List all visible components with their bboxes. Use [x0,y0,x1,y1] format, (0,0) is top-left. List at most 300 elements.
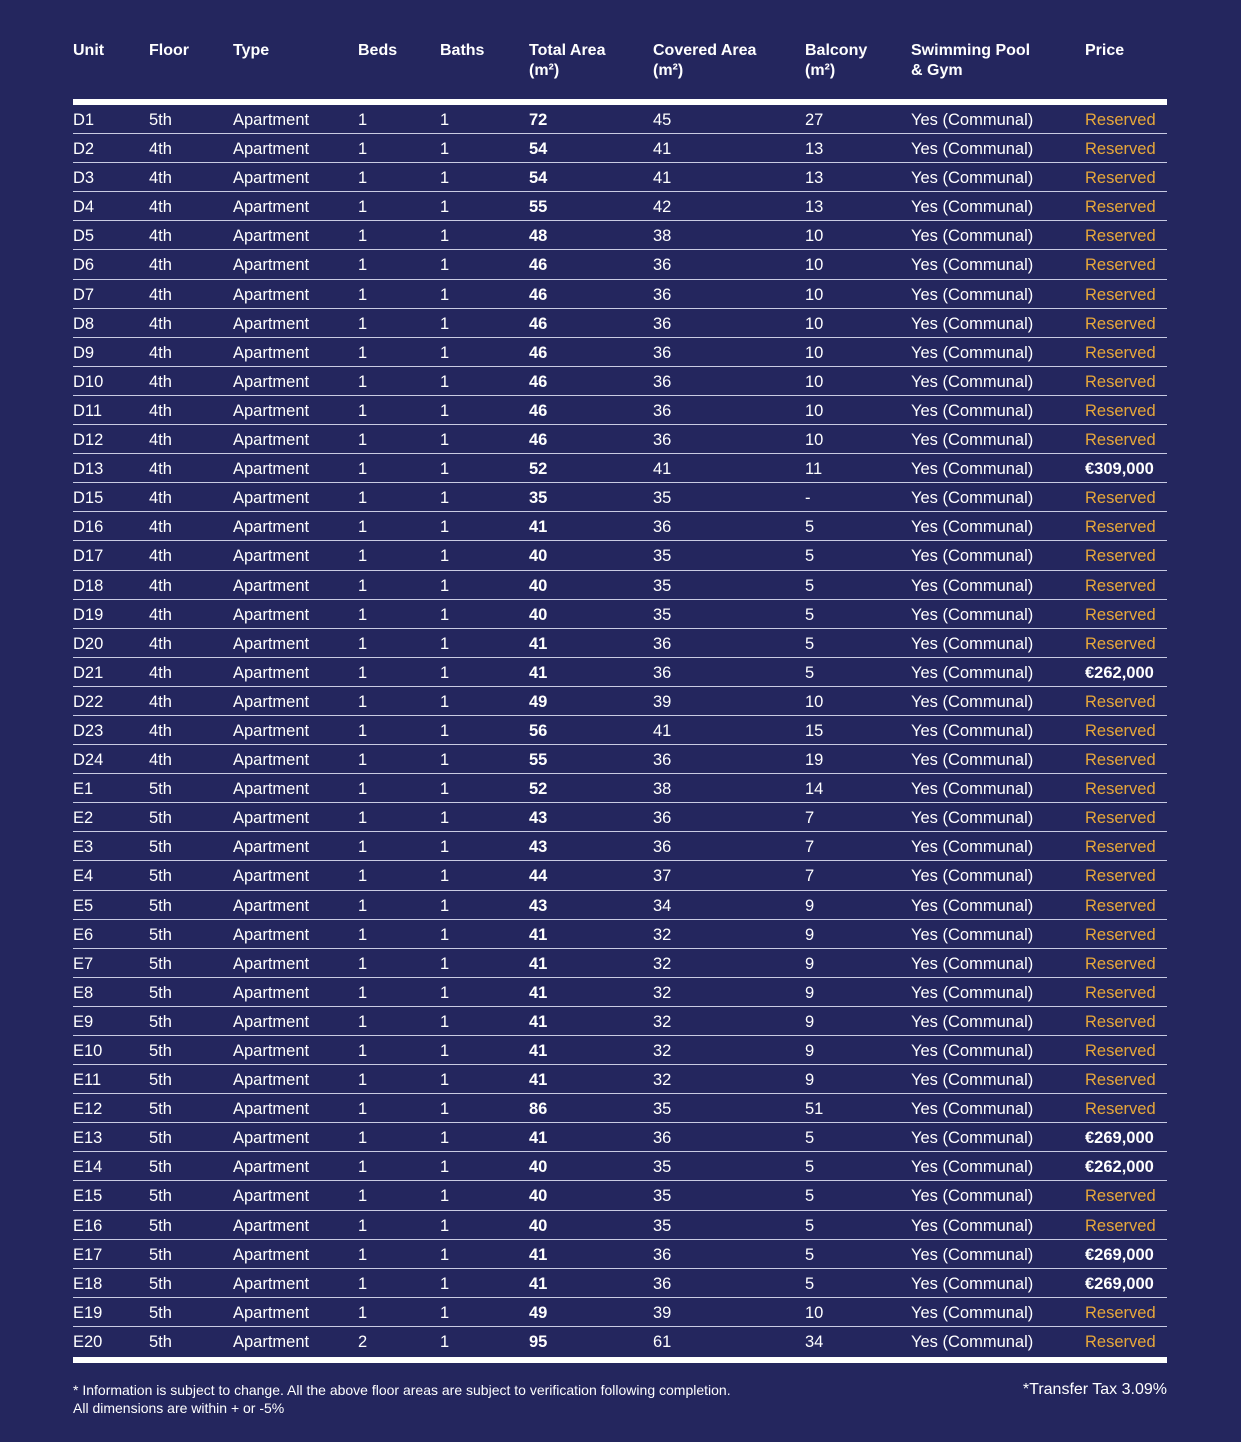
cell-baths: 1 [440,838,450,857]
column-header-floor: Floor [149,42,189,59]
cell-beds: 1 [358,198,368,217]
cell-covered-area: 41 [653,460,672,479]
cell-total-area: 41 [529,1245,548,1264]
cell-unit: D18 [73,576,104,595]
cell-pool-gym: Yes (Communal) [911,285,1034,304]
cell-floor: 4th [149,343,172,362]
table-row [73,338,1167,367]
cell-unit: E12 [73,1100,103,1119]
disclaimer-line-2: All dimensions are within + or -5% [73,1400,285,1416]
cell-balcony: 9 [805,983,815,1002]
cell-type: Apartment [233,954,310,973]
cell-pool-gym: Yes (Communal) [911,198,1034,217]
table-row [73,1298,1167,1327]
cell-floor: 5th [149,954,172,973]
cell-type: Apartment [233,1100,310,1119]
column-header-covered-area: Covered Area (m²) [653,42,757,79]
cell-floor: 4th [149,751,172,770]
cell-floor: 4th [149,256,172,275]
cell-price: Reserved [1085,1332,1156,1351]
cell-balcony: 10 [805,227,824,246]
cell-balcony: 10 [805,314,824,333]
table-row [73,629,1167,658]
cell-covered-area: 39 [653,692,672,711]
cell-pool-gym: Yes (Communal) [911,1274,1034,1293]
cell-total-area: 55 [529,751,548,770]
cell-covered-area: 45 [653,111,672,129]
cell-price: Reserved [1085,1187,1156,1206]
cell-price: Reserved [1085,227,1156,246]
cell-total-area: 44 [529,867,548,886]
table-row [73,920,1167,949]
cell-floor: 4th [149,431,172,450]
cell-total-area: 46 [529,401,548,420]
cell-baths: 1 [440,285,450,304]
cell-type: Apartment [233,1274,310,1293]
cell-unit: D3 [73,169,95,188]
cell-covered-area: 32 [653,1071,672,1090]
cell-type: Apartment [233,1158,310,1177]
cell-beds: 1 [358,285,368,304]
cell-type: Apartment [233,1332,310,1351]
cell-beds: 1 [358,780,368,799]
cell-total-area: 41 [529,983,548,1002]
table-row [73,687,1167,716]
cell-unit: E17 [73,1245,103,1264]
cell-baths: 1 [440,314,450,333]
cell-covered-area: 32 [653,1012,672,1031]
cell-pool-gym: Yes (Communal) [911,751,1034,770]
cell-baths: 1 [440,896,450,915]
cell-type: Apartment [233,256,310,275]
cell-beds: 1 [358,140,368,159]
cell-balcony: 9 [805,925,815,944]
table-row [73,454,1167,483]
table-row [73,861,1167,890]
table-row [73,280,1167,309]
cell-balcony: 19 [805,751,824,770]
cell-total-area: 43 [529,809,548,828]
cell-beds: 1 [358,576,368,595]
cell-unit: D11 [73,401,103,420]
cell-price: Reserved [1085,169,1156,188]
cell-baths: 1 [440,867,450,886]
cell-floor: 5th [149,1216,172,1235]
cell-pool-gym: Yes (Communal) [911,1245,1034,1264]
table-row [73,105,1167,134]
cell-pool-gym: Yes (Communal) [911,925,1034,944]
cell-floor: 5th [149,925,172,944]
cell-total-area: 41 [529,1012,548,1031]
cell-type: Apartment [233,198,310,217]
table-body [73,105,1167,1355]
cell-floor: 4th [149,547,172,566]
cell-baths: 1 [440,780,450,799]
cell-pool-gym: Yes (Communal) [911,838,1034,857]
cell-type: Apartment [233,867,310,886]
table-row [73,803,1167,832]
cell-floor: 5th [149,867,172,886]
units-table [73,41,1167,1363]
cell-type: Apartment [233,372,310,391]
cell-type: Apartment [233,343,310,362]
transfer-tax-note: *Transfer Tax 3.09% [1022,1381,1167,1398]
cell-baths: 1 [440,460,450,479]
cell-price: Reserved [1085,1303,1156,1322]
cell-unit: D4 [73,198,95,217]
cell-unit: D20 [73,634,104,653]
cell-balcony: 9 [805,954,815,973]
cell-price: Reserved [1085,1216,1156,1235]
table-row [73,600,1167,629]
cell-unit: D5 [73,227,95,246]
cell-baths: 1 [440,721,450,740]
cell-pool-gym: Yes (Communal) [911,721,1034,740]
cell-unit: D1 [73,111,95,129]
cell-floor: 5th [149,1042,172,1060]
table-row [73,541,1167,570]
cell-pool-gym: Yes (Communal) [911,518,1034,537]
cell-baths: 1 [440,489,450,508]
cell-baths: 1 [440,1158,450,1177]
cell-beds: 1 [358,809,368,828]
cell-type: Apartment [233,1129,310,1148]
cell-beds: 1 [358,547,368,566]
cell-baths: 1 [440,198,450,217]
cell-covered-area: 41 [653,721,672,740]
cell-pool-gym: Yes (Communal) [911,1158,1034,1177]
cell-floor: 5th [149,838,172,857]
cell-type: Apartment [233,576,310,595]
cell-floor: 5th [149,1274,172,1293]
cell-floor: 4th [149,460,172,479]
cell-unit: E7 [73,954,94,973]
table-row [73,891,1167,920]
cell-price: Reserved [1085,314,1156,333]
cell-total-area: 41 [529,1042,548,1060]
cell-total-area: 41 [529,1129,548,1148]
cell-unit: D23 [73,721,104,740]
cell-covered-area: 38 [653,780,672,799]
cell-type: Apartment [233,547,310,566]
cell-balcony: 10 [805,285,824,304]
cell-floor: 4th [149,518,172,537]
cell-pool-gym: Yes (Communal) [911,343,1034,362]
cell-type: Apartment [233,634,310,653]
cell-price: €262,000 [1085,663,1154,682]
table-row [73,483,1167,512]
cell-type: Apartment [233,780,310,799]
cell-pool-gym: Yes (Communal) [911,431,1034,450]
cell-total-area: 41 [529,518,548,537]
cell-beds: 1 [358,372,368,391]
cell-covered-area: 36 [653,256,672,275]
cell-balcony: 10 [805,343,824,362]
cell-price: Reserved [1085,576,1156,595]
cell-total-area: 46 [529,343,548,362]
cell-beds: 1 [358,169,368,188]
cell-balcony: 9 [805,1042,815,1060]
cell-total-area: 86 [529,1100,548,1119]
cell-balcony: 13 [805,169,824,188]
cell-pool-gym: Yes (Communal) [911,1012,1034,1031]
footer-divider [73,1357,1167,1363]
table-row [73,221,1167,250]
cell-pool-gym: Yes (Communal) [911,1100,1034,1119]
cell-total-area: 49 [529,692,548,711]
cell-unit: D8 [73,314,95,333]
cell-total-area: 40 [529,1158,548,1177]
cell-price: Reserved [1085,896,1156,915]
cell-type: Apartment [233,663,310,682]
column-header-beds: Beds [358,42,398,59]
cell-baths: 1 [440,634,450,653]
cell-beds: 1 [358,1274,368,1293]
cell-unit: E4 [73,867,94,886]
table-row [73,774,1167,803]
cell-floor: 4th [149,401,172,420]
disclaimer-line-1: * Information is subject to change. All the above floor areas are subject to verification following completion. [73,1382,731,1398]
cell-beds: 1 [358,431,368,450]
cell-pool-gym: Yes (Communal) [911,1332,1034,1351]
table-row [73,1007,1167,1036]
cell-covered-area: 36 [653,401,672,420]
cell-baths: 1 [440,663,450,682]
cell-baths: 1 [440,518,450,537]
cell-baths: 1 [440,605,450,624]
cell-total-area: 40 [529,605,548,624]
cell-price: €269,000 [1085,1129,1154,1148]
cell-beds: 1 [358,343,368,362]
cell-beds: 1 [358,692,368,711]
cell-covered-area: 38 [653,227,672,246]
cell-pool-gym: Yes (Communal) [911,1216,1034,1235]
cell-pool-gym: Yes (Communal) [911,314,1034,333]
cell-covered-area: 41 [653,140,672,159]
cell-total-area: 72 [529,111,548,129]
cell-pool-gym: Yes (Communal) [911,605,1034,624]
cell-beds: 1 [358,314,368,333]
cell-covered-area: 36 [653,431,672,450]
cell-price: Reserved [1085,140,1156,159]
table-row [73,309,1167,338]
cell-baths: 1 [440,111,450,129]
cell-beds: 1 [358,1071,368,1090]
table-row [73,1181,1167,1210]
cell-baths: 1 [440,256,450,275]
cell-pool-gym: Yes (Communal) [911,140,1034,159]
cell-beds: 1 [358,1158,368,1177]
cell-pool-gym: Yes (Communal) [911,1187,1034,1206]
cell-balcony: 27 [805,111,824,129]
cell-balcony: 5 [805,1158,815,1177]
cell-total-area: 46 [529,372,548,391]
cell-covered-area: 35 [653,547,672,566]
cell-floor: 4th [149,634,172,653]
cell-unit: D10 [73,372,104,391]
cell-total-area: 41 [529,663,548,682]
cell-unit: E14 [73,1158,103,1177]
cell-floor: 5th [149,1071,172,1090]
cell-total-area: 54 [529,140,548,159]
cell-pool-gym: Yes (Communal) [911,169,1034,188]
cell-beds: 1 [358,227,368,246]
cell-total-area: 46 [529,431,548,450]
cell-beds: 1 [358,1042,368,1060]
cell-balcony: 10 [805,401,824,420]
cell-price: Reserved [1085,954,1156,973]
cell-balcony: 51 [805,1100,824,1119]
cell-type: Apartment [233,169,310,188]
cell-price: Reserved [1085,605,1156,624]
cell-floor: 4th [149,489,172,508]
cell-total-area: 40 [529,576,548,595]
table-row [73,745,1167,774]
table-row [73,367,1167,396]
cell-price: Reserved [1085,285,1156,304]
cell-covered-area: 34 [653,896,672,915]
cell-balcony: 5 [805,1245,815,1264]
cell-unit: E8 [73,983,94,1002]
cell-price: €269,000 [1085,1245,1154,1264]
cell-floor: 4th [149,169,172,188]
cell-pool-gym: Yes (Communal) [911,896,1034,915]
cell-beds: 1 [358,838,368,857]
cell-price: Reserved [1085,780,1156,799]
table-row [73,250,1167,279]
cell-covered-area: 35 [653,489,672,508]
cell-price: Reserved [1085,431,1156,450]
cell-balcony: 7 [805,867,815,886]
cell-balcony: 15 [805,721,824,740]
cell-price: Reserved [1085,809,1156,828]
cell-total-area: 52 [529,780,548,799]
cell-floor: 5th [149,896,172,915]
cell-balcony: 5 [805,663,815,682]
cell-beds: 1 [358,634,368,653]
cell-total-area: 40 [529,1216,548,1235]
cell-beds: 1 [358,896,368,915]
cell-total-area: 41 [529,1274,548,1293]
cell-unit: E15 [73,1187,103,1206]
cell-total-area: 46 [529,314,548,333]
cell-covered-area: 36 [653,751,672,770]
cell-covered-area: 35 [653,1100,672,1119]
cell-unit: E16 [73,1216,103,1235]
cell-baths: 1 [440,1129,450,1148]
cell-balcony: 9 [805,1071,815,1090]
table-row [73,1211,1167,1240]
cell-covered-area: 36 [653,634,672,653]
cell-price: Reserved [1085,692,1156,711]
cell-type: Apartment [233,751,310,770]
cell-balcony: 7 [805,838,815,857]
cell-covered-area: 32 [653,1042,672,1060]
cell-covered-area: 36 [653,314,672,333]
cell-covered-area: 35 [653,605,672,624]
cell-baths: 1 [440,1245,450,1264]
cell-pool-gym: Yes (Communal) [911,634,1034,653]
cell-price: Reserved [1085,867,1156,886]
cell-covered-area: 32 [653,954,672,973]
table-row [73,832,1167,861]
cell-price: Reserved [1085,1042,1156,1060]
cell-pool-gym: Yes (Communal) [911,460,1034,479]
cell-beds: 1 [358,867,368,886]
cell-balcony: 5 [805,634,815,653]
cell-pool-gym: Yes (Communal) [911,489,1034,508]
cell-price: Reserved [1085,489,1156,508]
column-header-unit: Unit [73,42,105,59]
cell-total-area: 41 [529,634,548,653]
cell-price: Reserved [1085,518,1156,537]
cell-type: Apartment [233,925,310,944]
cell-floor: 5th [149,780,172,799]
cell-total-area: 95 [529,1332,548,1351]
cell-type: Apartment [233,314,310,333]
cell-unit: E3 [73,838,94,857]
cell-type: Apartment [233,460,310,479]
cell-unit: D22 [73,692,104,711]
cell-balcony: 5 [805,1129,815,1148]
cell-floor: 5th [149,983,172,1002]
cell-pool-gym: Yes (Communal) [911,954,1034,973]
cell-balcony: 13 [805,198,824,217]
cell-floor: 5th [149,1129,172,1148]
cell-total-area: 54 [529,169,548,188]
cell-total-area: 46 [529,285,548,304]
cell-pool-gym: Yes (Communal) [911,256,1034,275]
cell-floor: 4th [149,576,172,595]
cell-covered-area: 36 [653,285,672,304]
table-row [73,1036,1167,1065]
cell-unit: E13 [73,1129,103,1148]
cell-total-area: 55 [529,198,548,217]
column-header-pool-gym: Swimming Pool & Gym [911,42,1031,79]
cell-baths: 1 [440,1071,450,1090]
cell-price: Reserved [1085,721,1156,740]
cell-type: Apartment [233,227,310,246]
cell-baths: 1 [440,809,450,828]
table-row [73,571,1167,600]
cell-baths: 1 [440,401,450,420]
table-row [73,978,1167,1007]
cell-floor: 4th [149,140,172,159]
cell-pool-gym: Yes (Communal) [911,1042,1034,1060]
cell-total-area: 41 [529,1071,548,1090]
cell-type: Apartment [233,896,310,915]
cell-covered-area: 35 [653,576,672,595]
cell-type: Apartment [233,1216,310,1235]
cell-covered-area: 61 [653,1332,672,1351]
cell-type: Apartment [233,605,310,624]
cell-pool-gym: Yes (Communal) [911,1071,1034,1090]
cell-type: Apartment [233,401,310,420]
cell-covered-area: 37 [653,867,672,886]
cell-beds: 1 [358,1187,368,1206]
cell-beds: 2 [358,1332,368,1351]
cell-baths: 1 [440,1332,450,1351]
cell-covered-area: 36 [653,838,672,857]
cell-beds: 1 [358,460,368,479]
cell-covered-area: 35 [653,1187,672,1206]
cell-balcony: 5 [805,547,815,566]
cell-beds: 1 [358,1303,368,1322]
column-header-type: Type [233,42,270,59]
cell-balcony: 9 [805,1012,815,1031]
cell-balcony: 13 [805,140,824,159]
cell-unit: D13 [73,460,104,479]
